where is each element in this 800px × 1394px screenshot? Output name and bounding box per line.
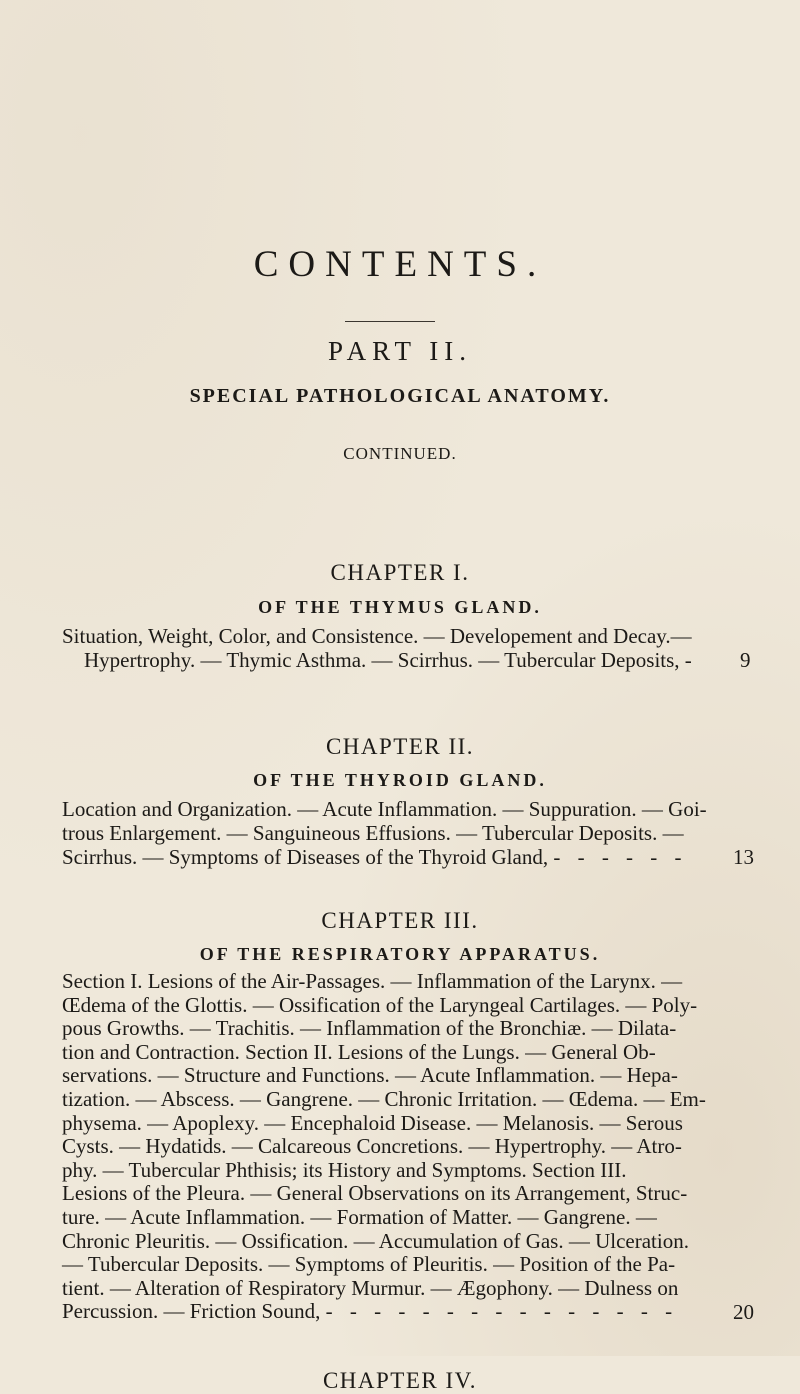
entry-line: pous Growths. — Trachitis. — Inflammation of the Bronchiæ. — Dilata- xyxy=(62,1016,677,1041)
entry-line: servations. — Structure and Functions. — Acute Inflammation. — Hepa- xyxy=(62,1063,678,1088)
entry-line: Chronic Pleuritis. — Ossification. — Accumulation of Gas. — Ulceration. xyxy=(62,1228,689,1253)
entry-line: Section I. Lesions of the Air-Passages. — Inflammation of the Larynx. — xyxy=(62,969,683,993)
entry-line: — Tubercular Deposits. — Symptoms of Pleuritis. — Position of the Pa- xyxy=(62,1252,676,1277)
entry-line: tion and Contraction. Section II. Lesions of the Lungs. — General Ob- xyxy=(62,1039,656,1064)
dot-leader: - - - - - - - - - - - - - - - xyxy=(325,1299,679,1324)
entry-line: Hypertrophy. — Thymic Asthma. — Scirrhus. — Tubercular Deposits, xyxy=(84,648,680,672)
part-subject: SPECIAL PATHOLOGICAL ANATOMY. xyxy=(189,385,611,407)
entry-line: trous Enlargement. — Sanguineous Effusions. — Tubercular Deposits. — xyxy=(62,821,684,845)
entry-line: Location and Organization. — Acute Inflammation. — Suppuration. — Goi- xyxy=(62,797,707,821)
entry-line: Cysts. — Hydatids. — Calcareous Concretions. — Hypertrophy. — Atro- xyxy=(62,1134,682,1159)
chapter-3-subheading: OF THE RESPIRATORY APPARATUS. xyxy=(199,944,601,964)
entry-line: Situation, Weight, Color, and Consistence. — Developement and Decay.— xyxy=(62,624,692,648)
entry-line: Œdema of the Glottis. — Ossification of the Laryngeal Cartilages. — Poly- xyxy=(62,992,698,1017)
entry-line: phy. — Tubercular Phthisis; its History and Symptoms. Section III. xyxy=(62,1157,627,1182)
entry-line: tization. — Abscess. — Gangrene. — Chronic Irritation. — Œdema. — Em- xyxy=(62,1086,706,1111)
chapter-1-heading: CHAPTER I. xyxy=(330,560,470,585)
continued-label: CONTINUED. xyxy=(343,444,457,463)
chapter-3-page-number: 20 xyxy=(733,1300,754,1324)
part-heading: PART II. xyxy=(328,336,472,366)
chapter-2-subheading: OF THE THYROID GLAND. xyxy=(253,770,547,790)
chapter-3-heading: CHAPTER III. xyxy=(321,908,479,933)
chapter-4-heading: CHAPTER IV. xyxy=(322,1368,478,1393)
chapter-1-entry xyxy=(62,624,732,672)
chapter-2-heading: CHAPTER II. xyxy=(325,734,475,759)
chapter-1-subheading: OF THE THYMUS GLAND. xyxy=(258,597,542,617)
dot-leader: - xyxy=(684,648,698,672)
chapter-3-entry xyxy=(62,970,732,1324)
page-title: CONTENTS. xyxy=(253,244,547,285)
entry-line: tient. — Alteration of Respiratory Murmur. — Ægophony. — Dulness on xyxy=(62,1275,679,1300)
title-rule xyxy=(345,321,435,322)
chapter-2-page-number: 13 xyxy=(733,845,754,869)
entry-line: ture. — Acute Inflammation. — Formation of Matter. — Gangrene. — xyxy=(62,1204,657,1229)
chapter-1-page-number: 9 xyxy=(740,648,751,672)
dot-leader: - - - - - - xyxy=(553,845,688,869)
entry-line: Lesions of the Pleura. — General Observations on its Arrangement, Struc- xyxy=(62,1181,688,1206)
entry-line: Scirrhus. — Symptoms of Diseases of the Thyroid Gland, xyxy=(62,845,549,869)
entry-line: physema. — Apoplexy. — Encephaloid Disease. — Melanosis. — Serous xyxy=(62,1110,683,1135)
entry-line: Percussion. — Friction Sound, xyxy=(62,1299,321,1324)
chapter-2-entry xyxy=(62,797,732,869)
